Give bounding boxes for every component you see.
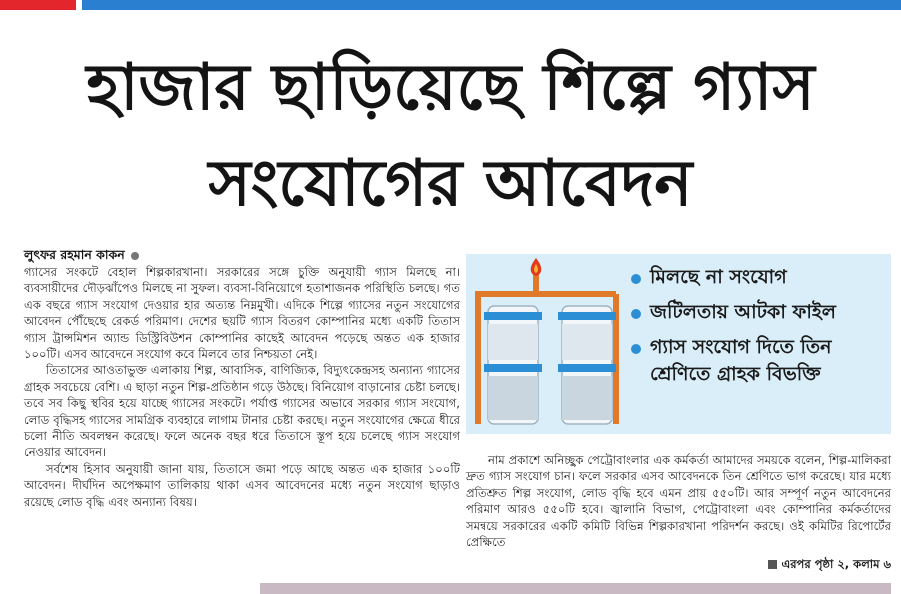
headline-line-2: সংযোগের আবেদন (208, 147, 693, 221)
bullet-dot-icon (631, 274, 641, 284)
tank-band (484, 312, 542, 320)
tank-shade (562, 324, 612, 360)
tank-band (558, 312, 616, 320)
bottom-image-strip (260, 583, 891, 594)
bullet-text: জটিলতায় আটকা ফাইল (650, 301, 836, 323)
bullet-dot-icon (631, 309, 641, 319)
paragraph: নাম প্রকাশে অনিচ্ছুক পেট্রোবাংলার এক কর্মকর্তা আমাদের সময়কে বলেন, শিল্প-মালিকরা দ্রুত গ্যাস সংযোগ চান। ফলে সরকার এসব আবেদনকে তিন শ্রেণিতে ভাগ করেছে। যার মধ্যে প্রতিশ্রুত শিল্প সংযোগ, লোড বৃদ্ধি হবে এমন প্রায় ৫৫০টি। আর সম্পূর্ণ নতুন আবেদনের পরিমাণ আরও ৫৫০টি হবে। জ্বালানি বিভাগ, পেট্রোবাংলা এবং কোম্পানির কর্মকর্তাদের সমন্বয়ে সরকারের একটি কমিটি বিভিন্ন শিল্পকারখানা পরিদর্শন করছে। ওই কমিটির রিপোর্টের প্রেক্ষিতে (466, 453, 891, 550)
headline-line-1: হাজার ছাড়িয়েছে শিল্পে গ্যাস (86, 51, 815, 125)
tank-shade (488, 324, 538, 360)
paragraph: সর্বশেষ হিসাব অনুযায়ী জানা যায়, তিতাসে জমা পড়ে আছে অন্তত এক হাজার ১০০টি আবেদন। দীর্ঘদিন অপেক্ষমাণ তালিকায় থাকা এসব আবেদনের মধ্যে নতুন সংযোগ ছাড়াও রয়েছে লোড বৃদ্ধি এবং অন্যান্য বিষয়। (24, 461, 460, 509)
square-icon (768, 560, 777, 569)
bullet-dot-icon (631, 344, 641, 354)
bullet-item (628, 264, 888, 291)
right-column-body (466, 452, 891, 550)
tank-shade (562, 376, 612, 420)
tank-band (558, 364, 616, 372)
info-box (466, 254, 891, 434)
bullet-list (628, 264, 888, 396)
bullet-text: গ্যাস সংযোগ দিতে তিন শ্রেণিতে গ্রাহক বিভক্তি (650, 336, 832, 385)
byline-dot-icon (131, 252, 139, 260)
continued-text: এরপর পৃষ্ঠা ২, কলাম ৬ (781, 557, 891, 571)
top-blue-bar (82, 0, 901, 10)
top-red-bar (0, 0, 76, 10)
bullet-item (628, 299, 888, 326)
tank-shade (488, 376, 538, 420)
gas-tank-illustration (466, 254, 626, 434)
bullet-item (628, 334, 888, 388)
continued-note (768, 556, 891, 575)
bullet-text: মিলছে না সংযোগ (650, 266, 787, 288)
paragraph: তিতাসের আওতাভুক্ত এলাকায় শিল্প, আবাসিক, বাণিজ্যিক, বিদ্যুৎকেন্দ্রসহ অন্যান্য গ্যাসের গ্রাহক সবচেয়ে বেশি। এ ছাড়া নতুন শিল্প-প্রতিষ্ঠান গড়ে উঠছে। বিনিয়োগ বাড়ানোর চেষ্টা চলছে। তবে সব কিছু স্থবির হয়ে যাচ্ছে গ্যাসের সংকটে। পর্যাপ্ত গ্যাসের অভাবে সরকার গ্যাস সংযোগ, লোড বৃদ্ধিসহ গ্যাসের সামগ্রিক ব্যবহারে লাগাম টানার চেষ্টা করছে। নতুন সংযোগের ক্ষেত্রে ধীরে চলো নীতি অবলম্বন করেছে। ফলে অনেক বছর ধরে তিতাসে স্তূপ হয়ে চলেছে গ্যাস সংযোগ নেওয়ার আবেদন। (24, 363, 460, 460)
left-column-body (24, 264, 460, 510)
paragraph: গ্যাসের সংকটে বেহাল শিল্পকারখানা। সরকারের সঙ্গে চুক্তি অনুযায়ী গ্যাস মিলছে না। ব্যবসায়ীদের দৌড়ঝাঁপেও মিলছে না সুফল। ব্যবসা-বিনিয়োগে হতাশাজনক পরিস্থিতি চলছে। গত এক বছরে গ্যাস সংযোগ দেওয়ার হার অত্যন্ত নিম্নমুখী। এদিকে শিল্পে গ্যাসের নতুন সংযোগের আবেদন পৌঁছেছে রেকর্ড পরিমাণ। দেশের ছয়টি গ্যাস বিতরণ কোম্পানির মধ্যে একটি তিতাস গ্যাস ট্রান্সমিশন অ্যান্ড ডিস্ট্রিবিউশন কোম্পানির কাছেই আবেদন পড়েছে অন্তত এক হাজার ১০০টি। এসব আবেদনে সংযোগ কবে মিলবে তার নিশ্চয়তা নেই। (24, 265, 460, 362)
headline (0, 40, 901, 232)
tank-band (484, 364, 542, 372)
author-name: লুৎফর রহমান কাকন (24, 247, 125, 262)
